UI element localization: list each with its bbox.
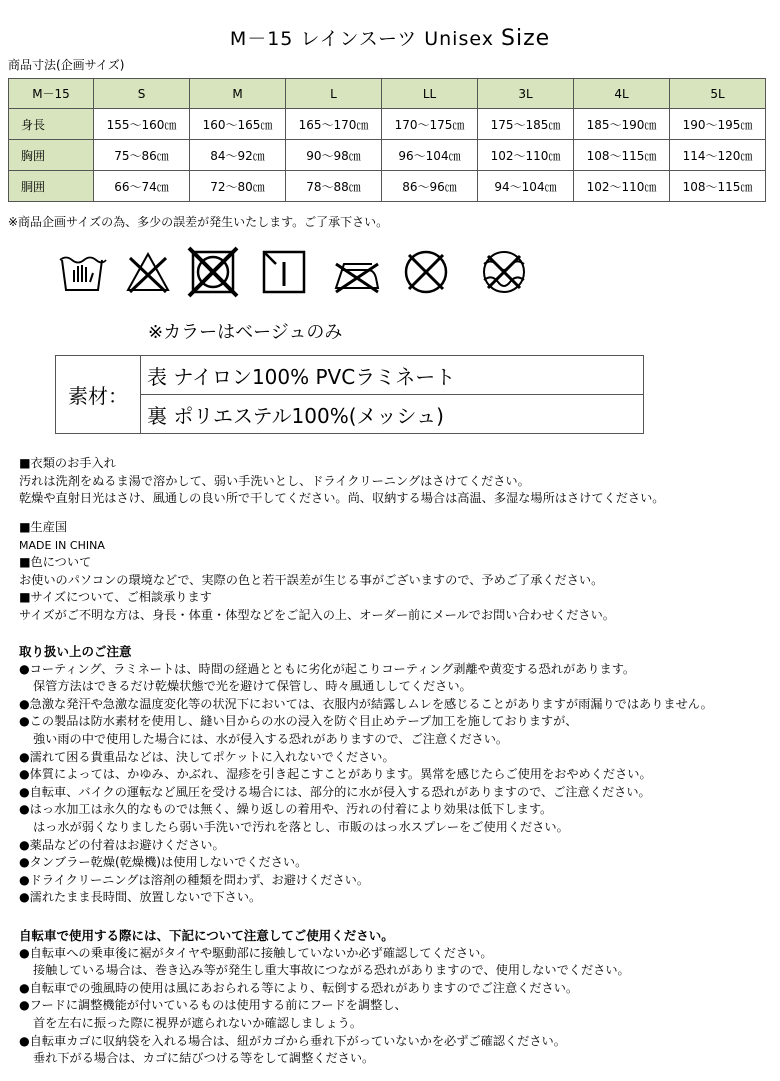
- text-line: 乾燥や直射日光はさけ、風通しの良い所で干してください。尚、収納する場合は高温、多湿な場所はさけてください。: [19, 491, 665, 506]
- list-item: ●フードに調整機能が付いているものは使用する前にフードを調整し、: [19, 998, 407, 1013]
- section-heading: ■色について: [19, 555, 92, 570]
- list-item: 垂れ下がる場合は、カゴに結びつける等をして調整ください。: [33, 1051, 375, 1066]
- care-section: [19, 455, 664, 508]
- table-cell: 185～190㎝: [574, 109, 670, 140]
- size-col-header: 5L: [670, 79, 766, 109]
- title-size: Size: [501, 26, 551, 51]
- no-iron-icon: [328, 246, 384, 298]
- handling-section: [19, 643, 713, 907]
- list-item: ●ドライクリーニングは溶剤の種類を問わず、お避けください。: [19, 872, 370, 887]
- list-item: 保管方法はできるだけ乾燥状態で光を避けて保管し、時々風通ししてください。: [33, 679, 472, 694]
- size-table: [8, 78, 766, 202]
- table-cell: 160～165㎝: [190, 109, 286, 140]
- list-item: 強い雨の中で使用した場合には、水が侵入する恐れがありますので、ご注意ください。: [33, 731, 509, 746]
- table-cell: 190～195㎝: [670, 109, 766, 140]
- table-cell: 175～185㎝: [478, 109, 574, 140]
- section-heading: ■衣類のお手入れ: [19, 456, 116, 470]
- list-item: ●コーティング、ラミネートは、時間の経過とともに劣化が起こりコーティング剥離や黄変する恐れがあります。: [19, 661, 636, 676]
- section-heading: ■生産国: [19, 520, 68, 534]
- list-item: ●この製品は防水素材を使用し、縫い目からの水の浸入を防ぐ目止めテープ加工を施しておりますが、: [19, 714, 578, 729]
- bicycle-lines: [19, 945, 630, 1068]
- text-line: お使いのパソコンの環境などで、実際の色と若干誤差が生じる事がございますので、予めご了承ください。: [19, 572, 604, 587]
- size-subtitle: 商品寸法(企画サイズ): [8, 58, 125, 72]
- table-cell: 108～115㎝: [670, 171, 766, 202]
- row-label: 胸囲: [9, 140, 94, 171]
- table-row: [9, 171, 766, 202]
- list-item: ●はっ水加工は永久的なものでは無く、繰り返しの着用や、汚れの付着により効果は低下します。: [19, 802, 553, 817]
- table-cell: 108～115㎝: [574, 140, 670, 171]
- list-item: ●濡れて困る貴重品などは、決してポケットに入れないでください。: [19, 749, 395, 764]
- table-cell: 102～110㎝: [574, 171, 670, 202]
- size-col-header: M: [190, 79, 286, 109]
- table-row: [9, 140, 766, 171]
- table-cell: 75～86㎝: [94, 140, 190, 171]
- list-item: ●自転車への乗車後に裾がタイヤや駆動部に接触していないか必ず確認してください。: [19, 945, 493, 960]
- size-note: ※商品企画サイズの為、多少の誤差が発生いたします。ご了承下さい。: [8, 215, 389, 229]
- text-line: 汚れは洗剤をぬるま湯で溶かして、弱い手洗いとし、ドライクリーニングはさけてください。: [19, 473, 530, 488]
- origin-section: [19, 519, 615, 625]
- hand-wash-icon: [56, 246, 108, 298]
- table-cell: 86～96㎝: [382, 171, 478, 202]
- material-label: 素材：: [56, 356, 141, 434]
- table-cell: 72～80㎝: [190, 171, 286, 202]
- row-label: 胴囲: [9, 171, 94, 202]
- section-heading: ■サイズについて、ご相談承ります: [19, 590, 212, 605]
- row-label: 身長: [9, 109, 94, 140]
- table-cell: 170～175㎝: [382, 109, 478, 140]
- table-cell: 84～92㎝: [190, 140, 286, 171]
- no-wring-icon: [476, 246, 532, 298]
- handling-lines: [19, 661, 713, 907]
- table-row: [56, 395, 644, 434]
- list-item: ●急激な発汗や急激な温度変化等の状況下においては、衣服内が結露しムレを感じることがありますが雨漏りではありません。: [19, 696, 713, 711]
- no-bleach-icon: [122, 246, 174, 298]
- table-cell: 114～120㎝: [670, 140, 766, 171]
- color-note: ※カラーはベージュのみ: [148, 322, 343, 343]
- size-col-header: 4L: [574, 79, 670, 109]
- table-cell: 66～74㎝: [94, 171, 190, 202]
- size-col-header: LL: [382, 79, 478, 109]
- text-line: サイズがご不明な方は、身長・体重・体型などをご記入の上、オーダー前にメールでお問い合わせください。: [19, 607, 615, 622]
- list-item: ●薬品などの付着はお避けください。: [19, 837, 225, 852]
- no-tumble-dry-icon: [186, 246, 240, 300]
- list-item: はっ水が弱くなりましたら弱い手洗いで汚れを落とし、市販のはっ水スプレーをご使用ください。: [33, 819, 569, 834]
- material-table: [55, 355, 644, 434]
- no-dry-clean-icon: [400, 246, 452, 298]
- list-item: ●自転車カゴに収納袋を入れる場合は、紐がカゴから垂れ下がっていないかを必ずご確認ください。: [19, 1033, 566, 1048]
- list-item: ●濡れたまま長時間、放置しないで下さい。: [19, 890, 262, 905]
- table-row: [9, 109, 766, 140]
- table-cell: 90～98㎝: [286, 140, 382, 171]
- table-cell: 155～160㎝: [94, 109, 190, 140]
- care-icons: [56, 246, 536, 302]
- table-cell: 94～104㎝: [478, 171, 574, 202]
- list-item: ●タンブラー乾燥(乾燥機)は使用しないでください。: [19, 855, 308, 870]
- list-item: ●体質によっては、かゆみ、かぶれ、湿疹を引き起こすことがあります。異常を感じたらご使用をおやめください。: [19, 767, 652, 782]
- section-heading: 自転車で使用する際には、下記について注意してご使用ください。: [19, 928, 394, 943]
- material-outer: 表 ナイロン100% PVCラミネート: [141, 356, 644, 395]
- table-row: [56, 356, 644, 395]
- list-item: 首を左右に振った際に視界が遮られないか確認しましょう。: [33, 1015, 363, 1030]
- material-inner: 裏 ポリエステル100%(メッシュ): [141, 395, 644, 434]
- size-col-header: S: [94, 79, 190, 109]
- size-table-header: [9, 79, 766, 109]
- origin-value: MADE IN CHINA: [19, 538, 105, 552]
- title-main: M－15 レインスーツ Unisex: [229, 28, 494, 50]
- list-item: ●自転車での強風時の使用は風にあおられる等により、転倒する恐れがありますのでご注意ください。: [19, 980, 579, 995]
- list-item: 接触している場合は、巻き込み等が発生し重大事故につながる恐れがありますので、使用しないでください。: [33, 963, 630, 978]
- line-dry-shade-icon: [258, 246, 310, 298]
- table-cell: 165～170㎝: [286, 109, 382, 140]
- size-col-header: L: [286, 79, 382, 109]
- size-col-header: M－15: [9, 79, 94, 109]
- table-cell: 96～104㎝: [382, 140, 478, 171]
- section-heading: 取り扱い上のご注意: [19, 644, 132, 659]
- bicycle-section: [19, 927, 630, 1068]
- size-col-header: 3L: [478, 79, 574, 109]
- list-item: ●自転車、バイクの運転など風圧を受ける場合には、部分的に水が侵入する恐れがありますので、ご注意ください。: [19, 784, 651, 799]
- table-cell: 102～110㎝: [478, 140, 574, 171]
- table-cell: 78～88㎝: [286, 171, 382, 202]
- page-title: [0, 24, 780, 51]
